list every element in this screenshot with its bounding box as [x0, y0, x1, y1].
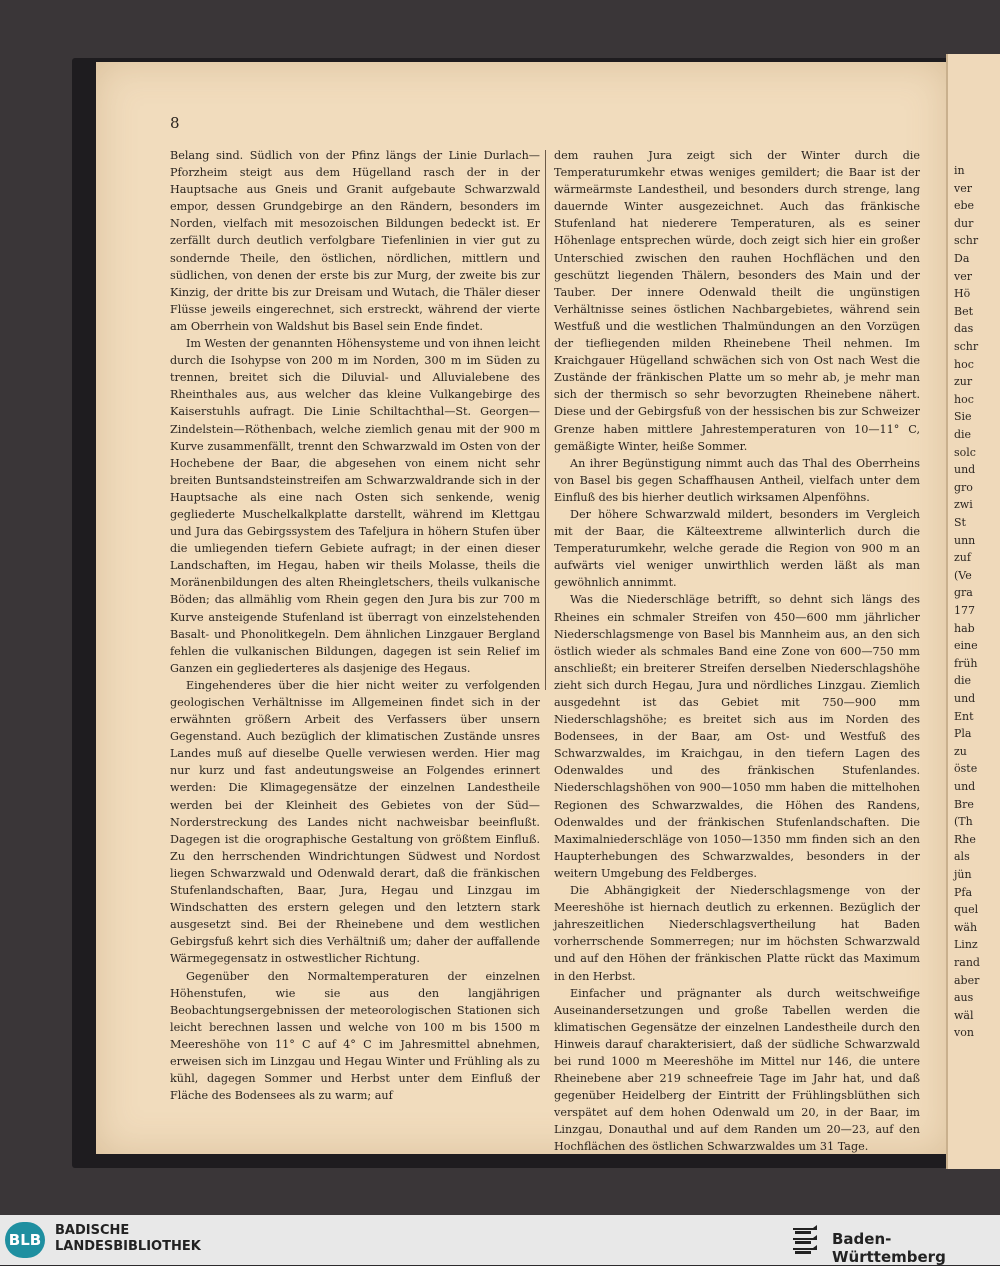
edge-fragment: wäl — [954, 1008, 974, 1022]
edge-fragment: Bre — [954, 797, 974, 811]
edge-fragment: und — [954, 463, 976, 477]
left-column — [170, 147, 540, 1104]
edge-fragment: hoc — [954, 392, 974, 406]
right-column — [554, 147, 920, 1156]
state-name[interactable]: Baden-Württemberg — [832, 1230, 946, 1266]
paragraph: Was die Niederschläge betrifft, so dehnt sich längs des Rheines ein schmaler Streifen von 450—600 mm jährlicher Niederschlagsmenge von Basel bis Mannheim aus, an den sich östlich wieder als schmales Band eine Zone von 600—750 mm anschließt; ein breiterer Streifen derselben Niederschlagshöhe zieht sich durch Hegau, Jura und nördliches Linzgau. Ziemlich ausgedehnt ist das Gebiet mit 750—900 mm Niederschlagshöhe; es breitet sich aus im Norden des Bodensees, in der Baar, am Ost- und Westfuß des Schwarzwaldes, im Kraichgau, in den tiefern Lagen des Odenwaldes und des fränkischen Stufenlandes. Niederschlagshöhen von 900—1050 mm haben die mittelhohen Regionen des Schwarzwaldes, die Höhen des Randens, Odenwaldes und der fränkischen Stufenlandschaften. Die Maximalniederschläge von 1050—1350 mm finden sich an den Haupterhebungen des Schwarzwaldes, besonders in der weitern Umgebung des Feldberges. — [554, 593, 920, 880]
edge-fragment: zuf — [954, 551, 971, 565]
edge-fragment: Linz — [954, 938, 978, 952]
edge-fragment: und — [954, 692, 976, 705]
edge-fragment: gro — [954, 480, 973, 494]
edge-fragment: 177 — [954, 604, 975, 617]
edge-fragment: gra — [954, 586, 973, 600]
edge-fragment: rand — [954, 956, 980, 969]
edge-fragment: (Ve — [954, 568, 972, 582]
paragraph: An ihrer Begünstigung nimmt auch das Thal des Oberrheins von Basel bis gegen Schaffhausen Antheil, vielfach unter dem Einfluß des bis hierher deutlich wirksamen Alpenföhns. — [554, 456, 920, 504]
next-page-edge — [946, 54, 1000, 1169]
edge-fragment: Pfa — [954, 885, 973, 899]
paragraph: Gegenüber den Normaltemperaturen der einzelnen Höhenstufen, wie sie aus den langjährigen Beobachtungsergebnissen der meteorologischen Stationen sich leicht berechnen lassen und welche von 100 m bis 1500 m Meereshöhe von 11° C auf 4° C im Jahresmittel abnehmen, erweisen sich im Linzgau und Hegau Winter und Frühling als zu kühl, dagegen Sommer und Herbst unter dem Einfluß der Fläche des Bodensees als zu warm; auf — [170, 969, 540, 1103]
edge-fragment: als — [954, 850, 970, 864]
edge-fragment: jün — [954, 868, 972, 881]
edge-fragment: zwi — [954, 498, 973, 512]
page-number: 8 — [170, 114, 180, 132]
paragraph: Die Abhängigkeit der Niederschlagsmenge von der Meereshöhe ist hiernach deutlich zu erkennen. Bezüglich der jahreszeitlichen Niederschlagsvertheilung hat Baden vorherrschende Sommerregen; nur im höchsten Schwarzwald und auf den Höhen der fränkischen Platte rückt das Maximum in den Herbst. — [554, 884, 920, 983]
edge-fragment: schr — [954, 340, 979, 353]
edge-fragment: dur — [954, 216, 974, 230]
edge-fragment: und — [954, 780, 976, 793]
lions-coat-of-arms-icon — [790, 1222, 820, 1258]
library-name-line2: LANDESBIBLIOTHEK — [55, 1239, 201, 1254]
paragraph: Im Westen der genannten Höhensysteme und von ihnen leicht durch die Isohypse von 200 m im Norden, 300 m im Süden zu trennen, breitet sich die Diluvial- und Alluvialebene des Rheinthales aus, aus welcher das kleine Vulkangebirge des Kaiserstuhls aufragt. Die Linie Schiltachthal—St. Georgen—Zindelstein—Röthenbach, welche ziemlich genau mit der 900 m Kurve zusammenfällt, trennt den Schwarzwald im Osten von der Hochebene der Baar, die abgesehen von einem nicht sehr breiten Buntsandsteinstreifen am Schwarzwaldrande sich in der Hauptsache als eine nach Osten sich senkende, wenig gegliederte Muschelkalkplatte darstellt, während im Klettgau und Jura das Gebirgssystem des Tafeljura in höhern Stufen über die umliegenden tiefern Gebiete aufragt; in der einen dieser Landschaften, im Hegau, haben wir theils Molasse, theils die Moränenbildungen des alten Rheingletschers, theils vulkanische Böden; das allmählig vom Rhein gegen den Jura bis zur 700 m Kurve ansteigende Stufenland ist überragt von einzelstehenden Basalt- und Phonolitkegeln. Dem ähnlichen Linzgauer Bergland fehlen die vulkanischen Bildungen, dagegen ist sein Relief im Ganzen ein gegliederteres als dasjenige des Hegaus. — [170, 337, 540, 675]
edge-fragment: Rhe — [954, 832, 976, 846]
edge-fragment: öste — [954, 762, 978, 776]
paragraph: Eingehenderes über die hier nicht weiter zu verfolgenden geologischen Verhältnisse im Allgemeinen findet sich in der erwähnten größern Arbeit des Verfassers über unsern Gegenstand. Auch bezüglich der klimatischen Zustände unsres Landes muß auf dieselbe Quelle verwiesen werden. Hier mag nur kurz und fast andeutungsweise an Folgendes erinnert werden: Die Klimagegensätze der einzelnen Landestheile werden bei der Kleinheit des Gebietes von der Süd—Norderstreckung des Landes nicht nachweisbar beeinflußt. Dagegen ist die orographische Gestaltung von größtem Einfluß. Zu den herrschenden Windrichtungen Südwest und Nordost liegen Schwarzwald und Odenwald derart, daß die fränkischen Stufenlandschaften, Baar, Jura, Hegau und Linzgau im Windschatten des erstern gelegen und den letztern stark ausgesetzt sind. Bei der Rheinebene und dem westlichen Gebirgsfuß kehrt sich dies Verhältniß um; daher der auffallende Wärmegegensatz in ostwestlicher Richtung. — [170, 678, 540, 966]
edge-fragment: ver — [954, 269, 972, 283]
edge-fragment: in — [954, 164, 965, 177]
paragraph: Belang sind. Südlich von der Pfinz längs der Linie Durlach—Pforzheim steigt aus dem Hügelland rasch der in der Hauptsache aus Gneis und Granit aufgebaute Schwarzwald empor, dessen Grundgebirge an den Rändern, besonders im Norden, vielfach mit mesozoischen Bildungen bedeckt ist. Er zerfällt durch deutlich verfolgbare Tiefenlinien in vier gut zu sondernde Theile, den östlichen, nördlichen, mittlern und südlichen, von denen der erste bis zur Murg, der zweite bis zur Kinzig, der dritte bis zur Dreisam und Wutach, die Thäler dieser Flüsse jeweils eingerechnet, sich erstreckt, während der vierte am Oberrhein von Waldshut bis Basel sein Ende findet. — [170, 149, 540, 333]
edge-fragment: ebe — [954, 199, 975, 213]
edge-fragment: Hö — [954, 287, 971, 301]
edge-fragment: Da — [954, 252, 970, 265]
column-divider — [545, 150, 546, 690]
edge-fragment: hab — [954, 621, 975, 635]
paragraph: dem rauhen Jura zeigt sich der Winter durch die Temperaturumkehr etwas weniges gemildert; die Baar ist der wärmeärmste Landestheil, und besonders durch strenge, lang dauernde Winter ausgezeichnet. Auch das fränkische Stufenland hat niederere Temperaturen, als es seiner Höhenlage entsprechen würde, doch zeigt sich hier ein großer Unterschied zwischen den rauhen Hochflächen und den geschützt liegenden Thälern, besonders des Main und der Tauber. Der innere Odenwald theilt die ungünstigen Verhältnisse seines östlichen Nachbargebietes, während sein Westfuß und die westlichen Thalmündungen an den Vorzügen der tiefliegenden milden Rheinebene Theil nehmen. Im Kraichgauer Hügelland schwächen sich von Ost nach West die Zustände der fränkischen Platte um so mehr ab, je mehr man sich der thermisch so sehr bevorzugten Rheinebene nähert. Diese und der Gebirgsfuß von der hessischen bis zur Schweizer Grenze haben mittlere Jahrestemperaturen von 10—11° C, gemäßigte Winter, heiße Sommer. — [554, 149, 920, 453]
edge-fragment: zu — [954, 744, 967, 758]
edge-fragment: hoc — [954, 357, 974, 371]
edge-fragment: aber — [954, 973, 980, 987]
edge-fragment: ver — [954, 181, 972, 195]
edge-fragment: Sie — [954, 410, 972, 424]
edge-fragment: (Th — [954, 815, 973, 829]
edge-fragment: die — [954, 674, 972, 688]
library-name[interactable] — [55, 1223, 201, 1255]
edge-fragment: unn — [954, 533, 976, 547]
edge-fragment: eine — [954, 639, 978, 653]
edge-fragment: früh — [954, 656, 978, 670]
edge-fragment: die — [954, 428, 972, 441]
edge-fragment: St — [954, 516, 966, 529]
edge-fragment: Bet — [954, 304, 974, 318]
paragraph: Der höhere Schwarzwald mildert, besonders im Vergleich mit der Baar, die Kälteextreme allwinterlich durch die Temperaturumkehr, welche gerade die Region von 900 m an aufwärts viel weniger unwirthlich werden läßt als man gewöhnlich annimmt. — [554, 507, 920, 590]
edge-fragment: Pla — [954, 727, 972, 741]
library-name-line1: BADISCHE — [55, 1223, 130, 1238]
paragraph: Einfacher und prägnanter als durch weitschweifige Auseinandersetzungen und große Tabellen werden die klimatischen Gegensätze der einzelnen Landestheile durch den Hinweis darauf charakterisiert, daß der südliche Schwarzwald bei rund 1000 m Meereshöhe im Mittel nur 146, die untere Rheinebene aber 219 schneefreie Tage im Jahr hat, und daß gegenüber Heidelberg der Eintritt der Frühlingsblüthen sich verspätet auf dem hohen Odenwald um 20, in der Baar, im Linzgau, Donauthal und auf dem Randen um 20—23, auf den Hochflächen des östlichen Schwarzwaldes um 31 Tage. — [554, 986, 920, 1154]
edge-fragment: quel — [954, 903, 979, 917]
edge-fragment: zur — [954, 375, 973, 389]
edge-fragment: aus — [954, 991, 974, 1005]
edge-fragment: solc — [954, 445, 976, 459]
edge-fragment: schr — [954, 234, 979, 248]
edge-fragment: von — [954, 1026, 974, 1040]
edge-fragment: Ent — [954, 709, 974, 723]
edge-fragment: das — [954, 322, 974, 336]
edge-fragment: wäh — [954, 920, 978, 934]
blb-logo[interactable]: BLB — [5, 1222, 45, 1258]
